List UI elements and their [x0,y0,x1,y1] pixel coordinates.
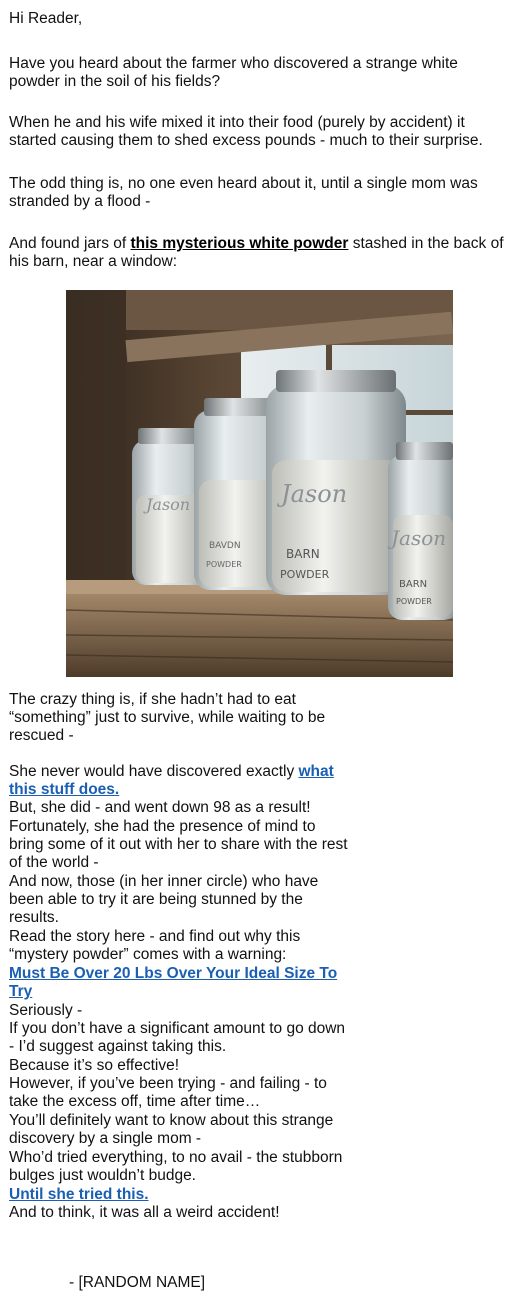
discovered-text: She never would have discovered exactly [9,763,299,780]
jar2-label-2: POWDER [206,560,242,569]
greeting: Hi Reader, [9,10,83,27]
body-line: You’ll definitely want to know about this strange discovery by a single mom - [9,1112,334,1147]
discovered-paragraph [9,763,354,799]
body-line: Who’d tried everything, to no avail - the stubborn bulges just wouldn’t budge. [9,1149,343,1184]
mysterious-powder-emphasis: this mysterious white powder [130,235,349,252]
jar3-label-2: POWDER [280,568,330,581]
body-line-link [9,965,354,1001]
body-line: And to think, it was all a weird accident! [9,1204,280,1221]
jar3-script: Jason [281,480,348,508]
survive-paragraph: The crazy thing is, if she hadn’t had to eat “something” just to survive, while waiting to be rescued - [9,691,326,744]
jars-paragraph [9,235,509,271]
jars-text-before: And found jars of [9,235,131,252]
body-line: Read the story here - and find out why this “mystery powder” comes with a warning: [9,928,301,963]
jar3-label-1: BARN [286,547,320,561]
body-line: Because it’s so effective! [9,1057,180,1074]
jar2-label-1: BAVDN [209,541,241,551]
until-she-tried-this-link[interactable]: Until she tried this. [9,1186,149,1203]
what-this-stuff-does-link[interactable]: what this stuff does. [9,763,334,798]
body-line: If you don’t have a significant amount to go down - I’d suggest against taking this. [9,1020,346,1055]
body-line: But, she did - and went down 98 as a result! [9,799,311,816]
jar4-script: Jason [391,526,447,550]
body-line: Seriously - [9,1002,83,1019]
jar4-label-2: POWDER [396,597,432,606]
over-20-lbs-link[interactable]: Must Be Over 20 Lbs Over Your Ideal Size To Try [9,965,338,1000]
barn-jars-photo [66,290,453,677]
flood-paragraph: The odd thing is, no one even heard about it, until a single mom was stranded by a flood - [9,175,478,210]
story-paragraph: When he and his wife mixed it into their food (purely by accident) it started causing them to shed excess pounds - much to their surprise. [9,114,483,149]
jar1-script: Jason [146,495,191,514]
body-line: And now, those (in her inner circle) who have been able to try it are being stunned by the results. [9,873,319,926]
body-line-link [9,1186,354,1204]
jars-text-after: stashed in the back of his barn, near a window: [9,235,504,270]
body-line: However, if you’ve been trying - and failing - to take the excess off, time after time… [9,1075,327,1110]
intro-paragraph: Have you heard about the farmer who discovered a strange white powder in the soil of his fields? [9,55,458,90]
body-line: Fortunately, she had the presence of mind to bring some of it out with her to share with the rest of the world - [9,818,348,871]
jar4-label-1: BARN [399,579,428,590]
signature: - [RANDOM NAME] [69,1274,206,1291]
